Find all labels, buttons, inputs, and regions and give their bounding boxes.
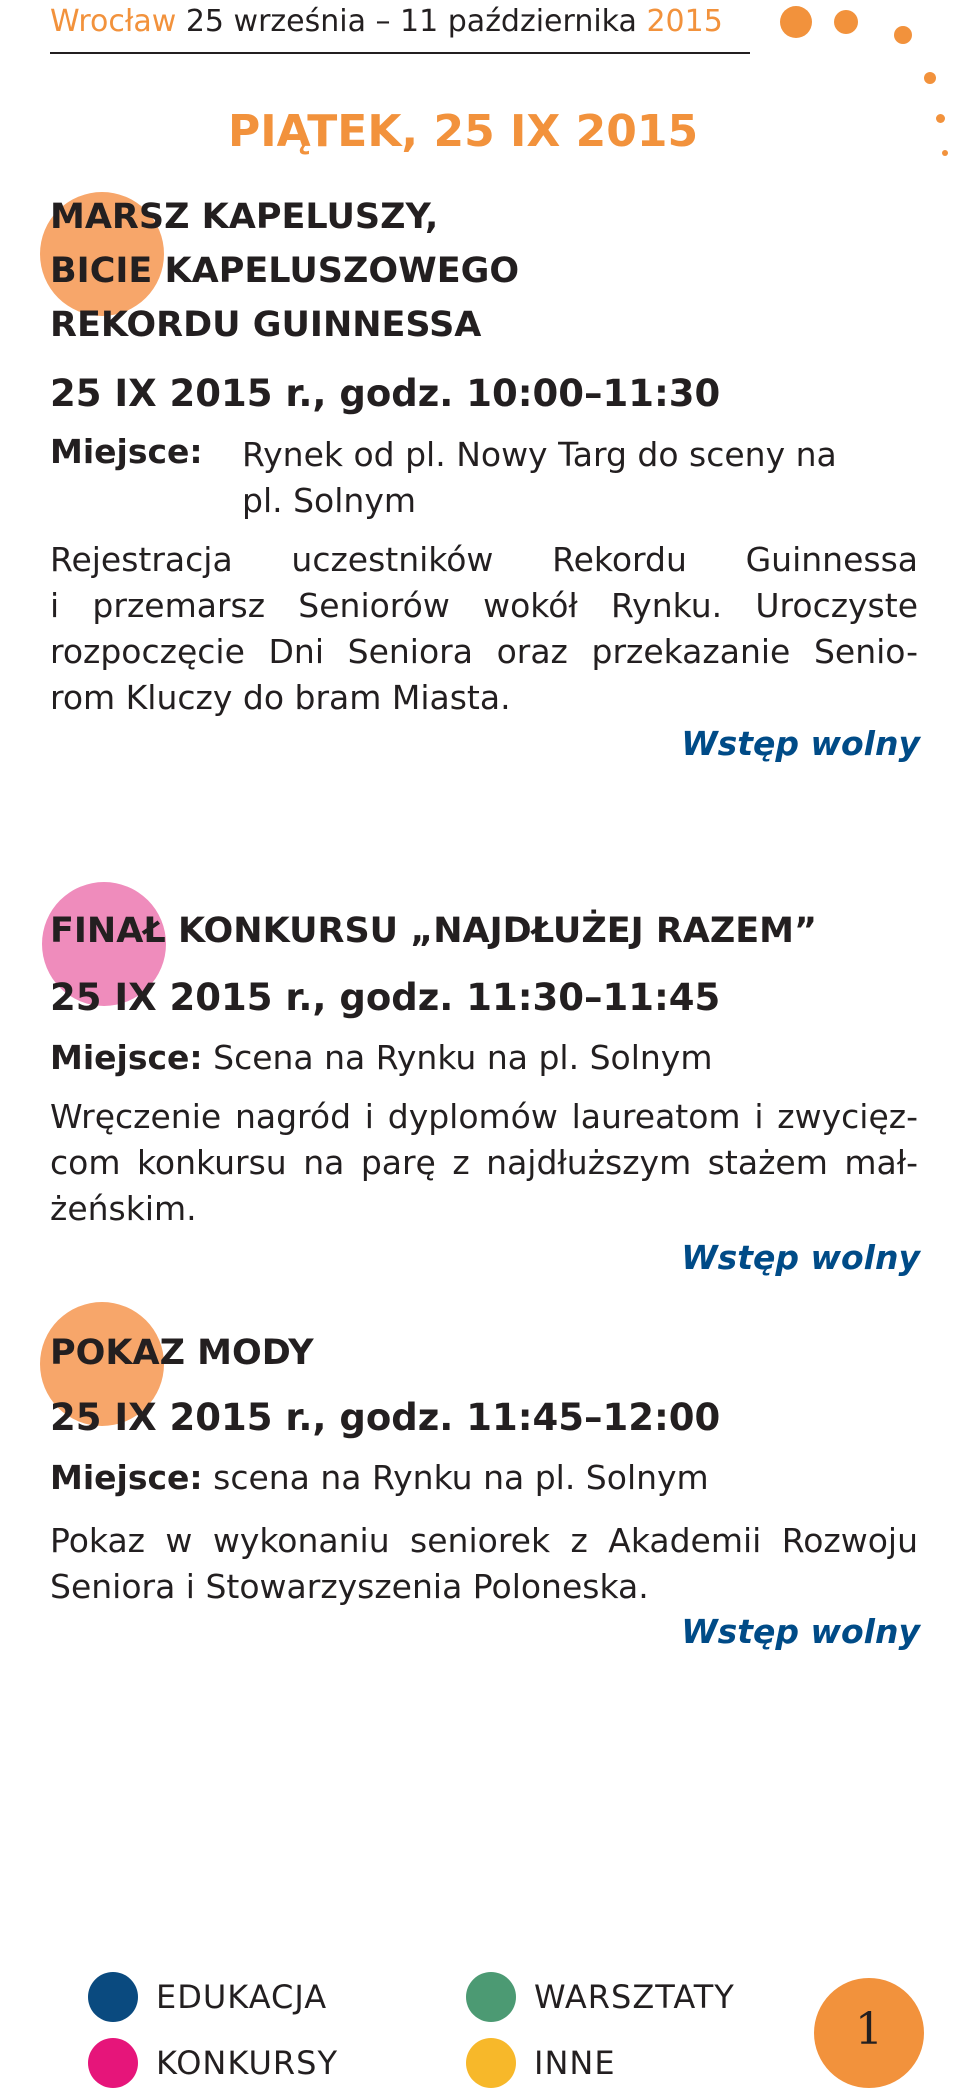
legend-dot-edukacja [88,1972,138,2022]
decorative-dot [924,72,936,84]
place-value: scena na Rynku na pl. Solnym [213,1458,709,1497]
event-title [50,1326,314,1380]
event-title-line: MARSZ KAPELUSZY, [50,197,439,237]
legend-label-warsztaty: WARSZTATY [534,1978,735,2016]
header-year: 2015 [646,4,723,39]
legend-dot-inne [466,2038,516,2088]
place-line: Rynek od pl. Nowy Targ do sceny na [242,435,837,474]
event-place-label [50,432,203,471]
desc-line: i przemarsz Seniorów wokół Rynku. Uroczyste [50,586,918,625]
event-description [50,537,918,721]
place-label: Miejsce: [50,1458,203,1497]
event-description [50,1094,918,1232]
desc-line: com konkursu na parę z najdłuższym stażem mał- [50,1143,918,1182]
place-value: Scena na Rynku na pl. Solnym [213,1038,713,1077]
event-title [50,190,519,352]
legend-dot-warsztaty [466,1972,516,2022]
entry-note: Wstęp wolny [681,1612,920,1651]
event-title-line: FINAŁ KONKURSU „NAJDŁUŻEJ RAZEM” [50,911,818,951]
event-date: 25 IX 2015 r., godz. 10:00–11:30 [50,372,721,415]
decorative-dot [894,26,912,44]
decorative-dot [942,150,948,156]
header-dates: 25 września – 11 października [176,4,647,39]
event-title-line: BICIE KAPELUSZOWEGO [50,251,520,291]
desc-line: Wręczenie nagród i dyplomów laureatom i zwycięz- [50,1097,918,1136]
place-label: Miejsce: [50,432,203,471]
event-date: 25 IX 2015 r., godz. 11:30–11:45 [50,976,721,1019]
decorative-dot [780,6,812,38]
event-place [242,432,837,524]
desc-line: żeńskim. [50,1189,197,1228]
header-line [50,4,723,39]
event-place [50,1038,712,1077]
page-number: 1 [855,2004,883,2055]
desc-line: Rejestracja uczestników Rekordu Guinnessa [50,540,918,579]
legend-label-inne: INNE [534,2044,616,2082]
event-description [50,1518,918,1610]
event-title [50,904,817,958]
event-title-line: POKAZ MODY [50,1333,314,1373]
decorative-dot [834,10,858,34]
entry-note: Wstęp wolny [681,1238,920,1277]
place-label: Miejsce: [50,1038,203,1077]
event-title-line: REKORDU GUINNESSA [50,305,482,345]
day-title: PIĄTEK, 25 IX 2015 [228,106,699,157]
legend-label-konkursy: KONKURSY [156,2044,338,2082]
header-divider [50,52,750,54]
desc-line: rom Kluczy do bram Miasta. [50,678,511,717]
event-date: 25 IX 2015 r., godz. 11:45–12:00 [50,1396,721,1439]
decorative-dot [936,114,945,123]
desc-line: Seniora i Stowarzyszenia Poloneska. [50,1567,649,1606]
entry-note: Wstęp wolny [681,724,920,763]
header-city: Wrocław [50,4,177,39]
legend-dot-konkursy [88,2038,138,2088]
desc-line: rozpoczęcie Dni Seniora oraz przekazanie Senio- [50,632,918,671]
legend-label-edukacja: EDUKACJA [156,1978,328,2016]
event-place [50,1458,709,1497]
desc-line: Pokaz w wykonaniu seniorek z Akademii Rozwoju [50,1521,918,1560]
place-line: pl. Solnym [242,481,416,520]
